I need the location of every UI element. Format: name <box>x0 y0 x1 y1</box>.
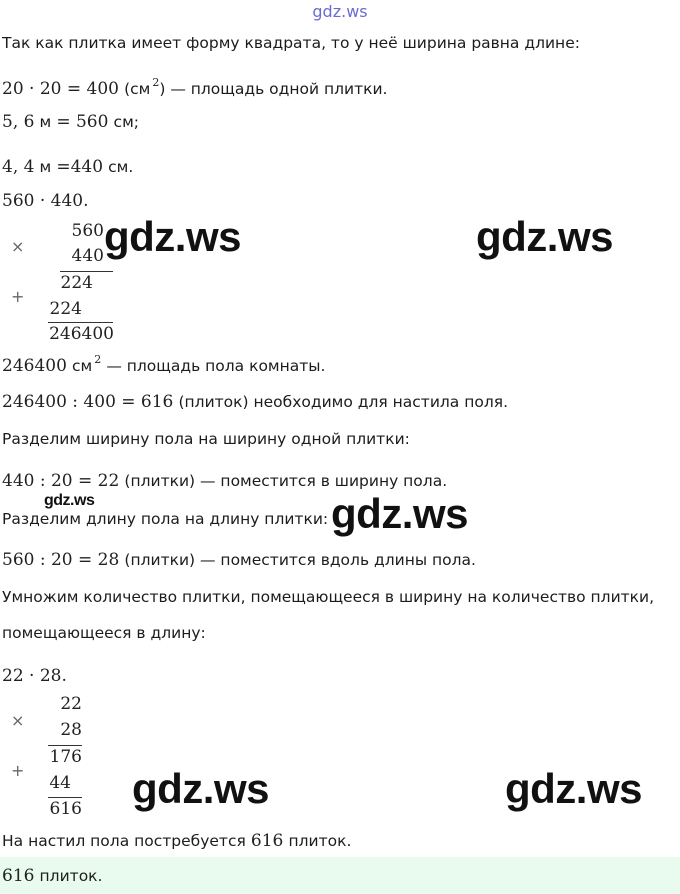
watermark: gdz.ws <box>44 492 95 509</box>
mult1-result: 246400 <box>49 324 114 344</box>
tile-area-math: 20 · 20 = 400 <box>2 79 119 99</box>
mult1-factor-a: 560 <box>71 221 104 241</box>
unit-cm: (см <box>124 80 151 98</box>
conclusion-text: На настил пола постребуется <box>2 832 246 850</box>
mult1-partial-2: 224 <box>49 299 82 319</box>
unit-cm: см. <box>108 158 134 176</box>
width-divide-math: 440 : 20 = 22 <box>2 471 120 491</box>
mult2-rule-1 <box>48 745 82 746</box>
watermark: gdz.ws <box>104 213 242 260</box>
width-divide-rest: (плитки) — поместится в ширину пола. <box>124 472 448 490</box>
mult2-result: 616 <box>49 799 82 819</box>
times-sign: × <box>11 237 25 256</box>
conclusion-line <box>2 831 351 851</box>
answer-number: 616 <box>2 866 35 886</box>
floor-area-value: 246400 <box>2 356 67 376</box>
width-divide-intro: Разделим ширину пола на ширину одной плитки: <box>2 430 410 448</box>
multiply-intro-1: Умножим количество плитки, помещающееся в ширину на количество плитки, <box>2 588 655 606</box>
conclusion-unit: плиток. <box>288 832 352 850</box>
mult1-factor-b: 440 <box>71 246 104 266</box>
answer-line <box>2 866 102 886</box>
floor-area-line <box>2 353 325 376</box>
answer-unit: плиток. <box>39 867 103 885</box>
mult2-partial-1: 176 <box>49 747 82 767</box>
plus-sign: + <box>11 287 25 306</box>
mult2-factor-a: 22 <box>60 694 82 714</box>
width-divide-line <box>2 471 447 491</box>
multiply-intro-2: помещающееся в длину: <box>2 624 206 642</box>
watermark: gdz.ws <box>331 490 469 537</box>
mult2-partial-2: 44 <box>49 773 71 793</box>
width-cm-value: =440 <box>56 157 104 177</box>
width-m-value: 4, 4 <box>2 157 35 177</box>
length-conversion-line <box>2 112 139 132</box>
site-watermark: gdz.ws <box>312 2 368 21</box>
length-cm-value: = 560 <box>56 112 109 132</box>
tile-area-rest: ) — площадь одной плитки. <box>159 80 388 98</box>
watermark: gdz.ws <box>132 765 270 812</box>
product-expression: 560 · 440. <box>2 191 89 211</box>
tiles-division-line <box>2 392 508 412</box>
tiles-division-rest: (плиток) необходимо для настила поля. <box>178 393 508 411</box>
length-m-value: 5, 6 <box>2 112 35 132</box>
length-divide-rest: (плитки) — поместится вдоль длины пола. <box>124 551 476 569</box>
times-sign: × <box>11 711 25 730</box>
length-divide-math: 560 : 20 = 28 <box>2 550 120 570</box>
unit-sup: 2 <box>152 76 160 89</box>
unit-sup: 2 <box>94 353 102 366</box>
watermark: gdz.ws <box>505 765 643 812</box>
tiles-division-math: 246400 : 400 = 616 <box>2 392 174 412</box>
mult2-factor-b: 28 <box>60 720 82 740</box>
plus-sign: + <box>11 761 25 780</box>
unit-cm: см <box>72 357 93 375</box>
length-divide-line <box>2 550 476 570</box>
unit-m: м <box>39 158 52 176</box>
unit-m: м <box>39 113 52 131</box>
mult2-rule-2 <box>48 797 82 798</box>
width-conversion-line <box>2 157 133 177</box>
unit-cm: см; <box>113 113 139 131</box>
length-divide-intro: Разделим длину пола на длину плитки: <box>2 510 329 528</box>
tile-area-line <box>2 76 387 99</box>
product-expression-2: 22 · 28. <box>2 666 67 686</box>
watermark: gdz.ws <box>476 213 614 260</box>
floor-area-rest: — площадь пола комнаты. <box>106 357 326 375</box>
intro-text: Так как плитка имеет форму квадрата, то у неё ширина равна длине: <box>2 34 580 52</box>
conclusion-number: 616 <box>250 831 284 851</box>
mult1-rule-2 <box>48 322 113 323</box>
mult1-rule-1 <box>60 271 113 272</box>
mult1-partial-1: 224 <box>60 273 93 293</box>
